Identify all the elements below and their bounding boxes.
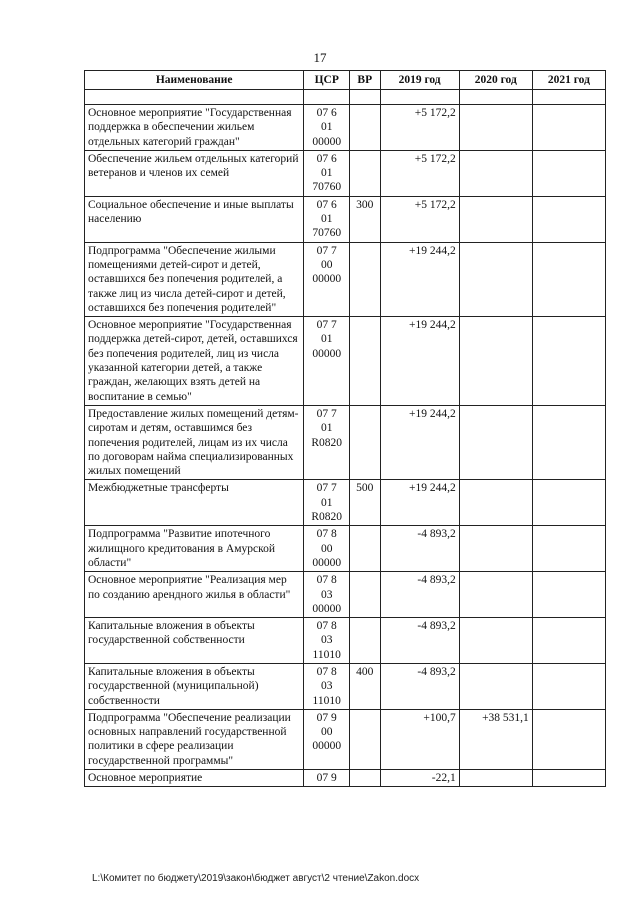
cell-y2019: +19 244,2 [380,242,459,316]
table-spacer-row [85,90,606,105]
cell-vr [350,618,380,664]
cell-y2021 [532,405,605,479]
header-name: Наименование [85,71,304,90]
table-body [85,90,606,787]
table-row [85,242,606,316]
header-2019: 2019 год [380,71,459,90]
cell-y2020 [459,480,532,526]
cell-y2020 [459,663,532,709]
cell-vr [350,105,380,151]
cell-y2020 [459,105,532,151]
cell-y2020 [459,618,532,664]
cell-y2020 [459,572,532,618]
cell-name: Основное мероприятие "Государственная поддержка в обеспечении жильем отдельных категорий граждан" [85,105,304,151]
cell-y2021 [532,709,605,769]
cell-vr [350,770,380,787]
table-row [85,150,606,196]
cell-y2020 [459,242,532,316]
table-row [85,196,606,242]
table-row [85,572,606,618]
cell-y2019: -4 893,2 [380,526,459,572]
cell-y2019: +5 172,2 [380,150,459,196]
cell-name: Подпрограмма "Развитие ипотечного жилищного кредитования в Амурской области" [85,526,304,572]
cell-y2020 [459,150,532,196]
table-row [85,770,606,787]
cell-y2019: -4 893,2 [380,572,459,618]
cell-vr [350,242,380,316]
cell-csr: 07 7 01 R0820 [304,480,350,526]
cell-csr: 07 9 00 00000 [304,709,350,769]
cell-name: Предоставление жилых помещений детям-сиротам и детям, оставшимся без попечения родителей, лицам из их числа по договорам найма специализированных жилых помещений [85,405,304,479]
table-row [85,405,606,479]
cell-y2019: -4 893,2 [380,663,459,709]
header-2021: 2021 год [532,71,605,90]
cell-name: Подпрограмма "Обеспечение реализации основных направлений государственной политики в сфере реализации государственной программы" [85,709,304,769]
header-2020: 2020 год [459,71,532,90]
cell-y2021 [532,526,605,572]
cell-vr [350,709,380,769]
cell-y2021 [532,317,605,406]
table-row [85,480,606,526]
cell-y2019: +19 244,2 [380,405,459,479]
table-row [85,526,606,572]
cell-y2021 [532,242,605,316]
cell-y2021 [532,105,605,151]
cell-y2021 [532,618,605,664]
cell-y2021 [532,572,605,618]
cell-y2021 [532,663,605,709]
cell-y2019: +19 244,2 [380,317,459,406]
table-row [85,105,606,151]
cell-vr: 500 [350,480,380,526]
cell-y2021 [532,770,605,787]
cell-vr [350,150,380,196]
cell-csr: 07 7 01 00000 [304,317,350,406]
table-row [85,709,606,769]
cell-y2021 [532,150,605,196]
cell-name: Основное мероприятие "Государственная поддержка детей-сирот, детей, оставшихся без попечения родителей, лиц из числа указанной категории детей, а также граждан, желающих взять детей на воспитание в семью" [85,317,304,406]
cell-csr: 07 8 03 11010 [304,663,350,709]
table-row [85,317,606,406]
cell-csr: 07 6 01 70760 [304,150,350,196]
cell-y2020 [459,405,532,479]
cell-y2021 [532,196,605,242]
cell-y2019: +5 172,2 [380,105,459,151]
cell-y2019: +5 172,2 [380,196,459,242]
cell-name: Основное мероприятие "Реализация мер по созданию арендного жилья в области" [85,572,304,618]
cell-y2020 [459,526,532,572]
cell-csr: 07 7 00 00000 [304,242,350,316]
cell-name: Социальное обеспечение и иные выплаты населению [85,196,304,242]
cell-y2019: +19 244,2 [380,480,459,526]
cell-csr: 07 8 00 00000 [304,526,350,572]
cell-y2020 [459,196,532,242]
footer-file-path: L:\Комитет по бюджету\2019\закон\бюджет август\2 чтение\Zakon.docx [92,873,420,884]
cell-csr: 07 8 03 11010 [304,618,350,664]
page-number: 17 [313,50,327,65]
cell-name: Капитальные вложения в объекты государственной собственности [85,618,304,664]
table-header-row [85,71,606,90]
cell-vr: 300 [350,196,380,242]
cell-y2019: +100,7 [380,709,459,769]
header-csr: ЦСР [304,71,350,90]
budget-table [84,70,606,787]
cell-vr [350,317,380,406]
cell-csr: 07 6 01 00000 [304,105,350,151]
cell-vr [350,526,380,572]
cell-y2021 [532,480,605,526]
cell-y2020 [459,770,532,787]
cell-csr: 07 9 [304,770,350,787]
cell-csr: 07 7 01 R0820 [304,405,350,479]
cell-vr [350,405,380,479]
table-row [85,663,606,709]
header-vr: ВР [350,71,380,90]
cell-name: Основное мероприятие [85,770,304,787]
cell-vr [350,572,380,618]
cell-name: Обеспечение жильем отдельных категорий ветеранов и членов их семей [85,150,304,196]
cell-name: Подпрограмма "Обеспечение жилыми помещениями детей-сирот и детей, оставшихся без попечения родителей, а также лиц из числа детей-сирот и детей, оставшихся без попечения родителей" [85,242,304,316]
cell-name: Капитальные вложения в объекты государственной (муниципальной) собственности [85,663,304,709]
cell-y2020: +38 531,1 [459,709,532,769]
cell-y2019: -4 893,2 [380,618,459,664]
cell-csr: 07 8 03 00000 [304,572,350,618]
table-row [85,618,606,664]
cell-y2019: -22,1 [380,770,459,787]
cell-y2020 [459,317,532,406]
cell-vr: 400 [350,663,380,709]
cell-name: Межбюджетные трансферты [85,480,304,526]
cell-csr: 07 6 01 70760 [304,196,350,242]
